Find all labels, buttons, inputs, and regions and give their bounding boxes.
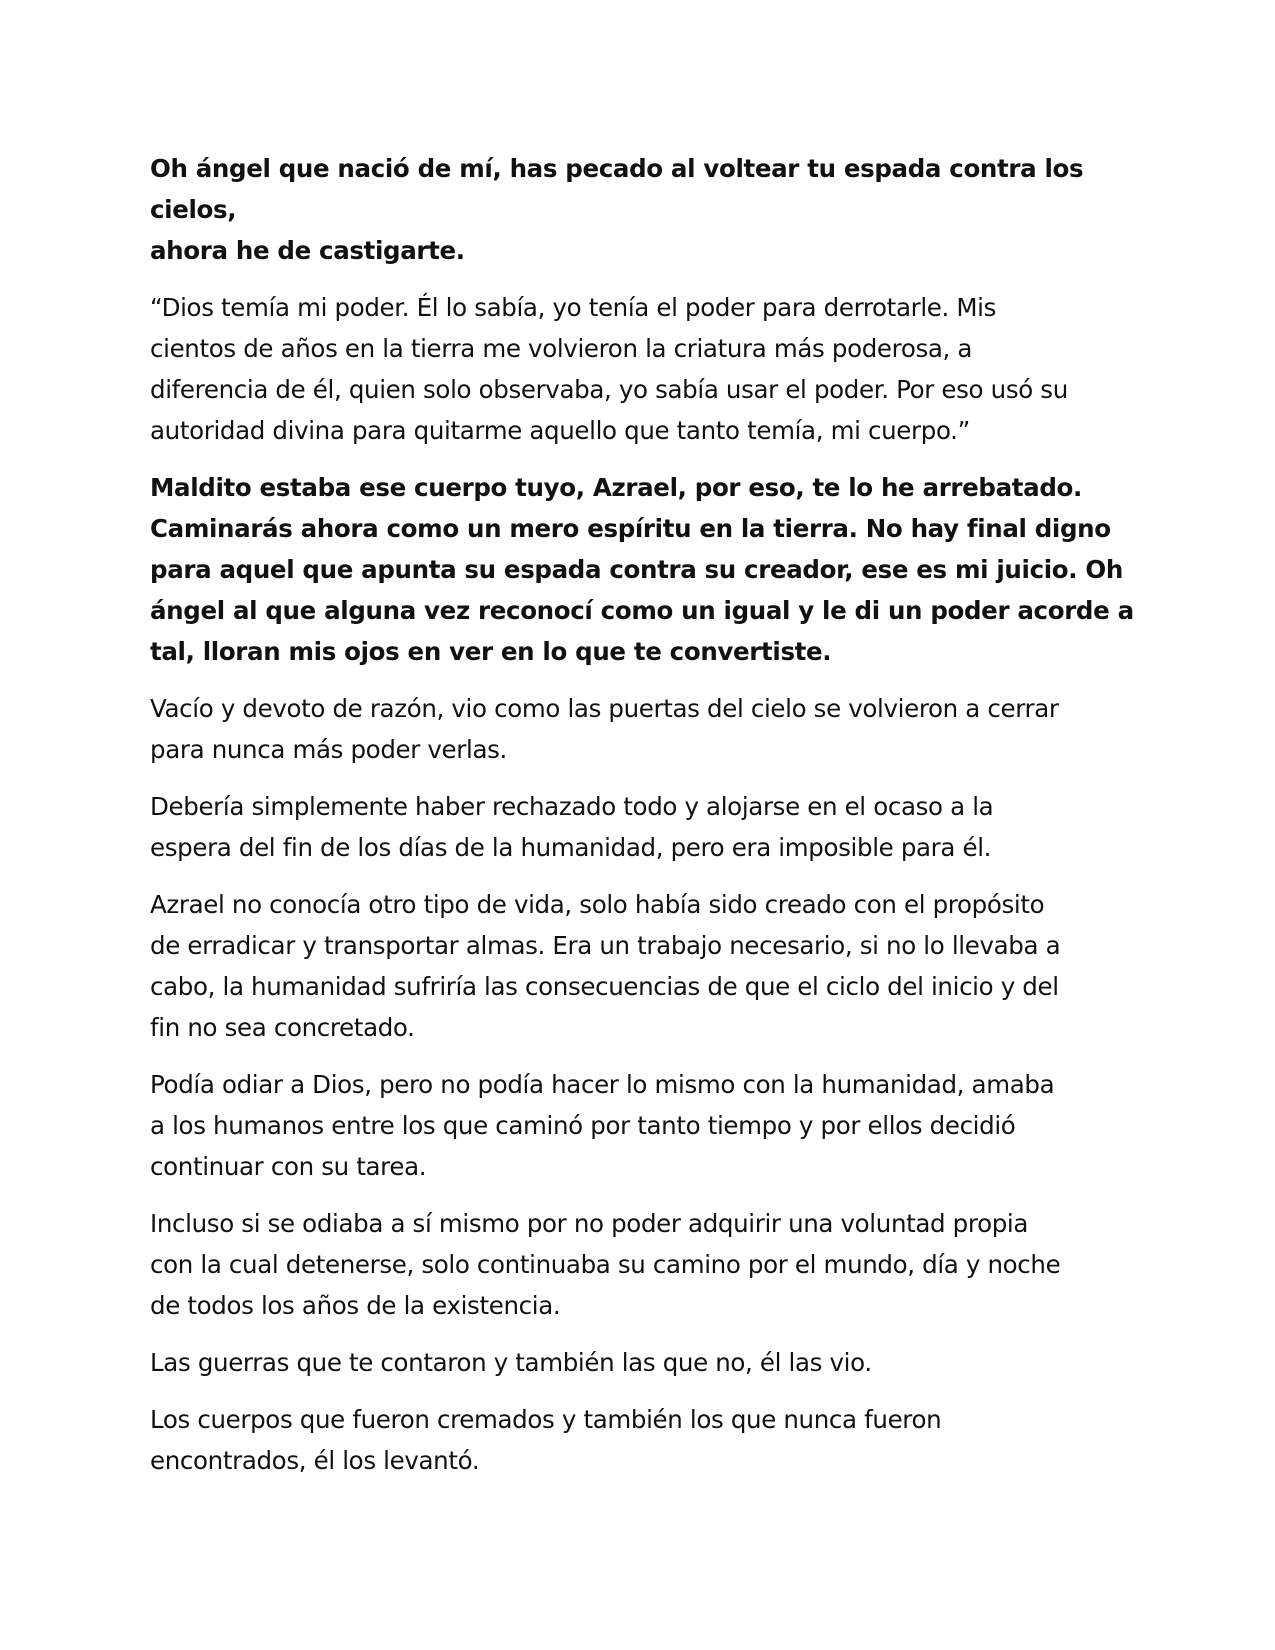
paragraph	[150, 1399, 1140, 1481]
paragraph-line: para aquel que apunta su espada contra su creador, ese es mi juicio. Oh	[150, 555, 1123, 584]
paragraph-line: de erradicar y transportar almas. Era un trabajo necesario, si no lo llevaba a	[150, 931, 1061, 960]
paragraph-line: “Dios temía mi poder. Él lo sabía, yo tenía el poder para derrotarle. Mis	[150, 293, 997, 322]
paragraph-line: Oh ángel que nació de mí, has pecado al voltear tu espada contra los cielos,	[150, 154, 1084, 224]
paragraph-line: a los humanos entre los que caminó por tanto tiempo y por ellos decidió	[150, 1111, 1016, 1140]
paragraph-line: tal, lloran mis ojos en ver en lo que te convertiste.	[150, 637, 832, 666]
paragraph-line: fin no sea concretado.	[150, 1013, 415, 1042]
paragraph	[150, 1203, 1140, 1326]
paragraph-line: Podía odiar a Dios, pero no podía hacer lo mismo con la humanidad, amaba	[150, 1070, 1055, 1099]
paragraph	[150, 786, 1140, 868]
paragraph	[150, 287, 1140, 451]
paragraph-line: Vacío y devoto de razón, vio como las puertas del cielo se volvieron a cerrar	[150, 694, 1059, 723]
paragraph-line: Incluso si se odiaba a sí mismo por no poder adquirir una voluntad propia	[150, 1209, 1029, 1238]
paragraph-line: Las guerras que te contaron y también las que no, él las vio.	[150, 1348, 872, 1377]
paragraph-line: autoridad divina para quitarme aquello que tanto temía, mi cuerpo.”	[150, 416, 970, 445]
paragraph-line: con la cual detenerse, solo continuaba su camino por el mundo, día y noche	[150, 1250, 1061, 1279]
paragraph-line: continuar con su tarea.	[150, 1152, 427, 1181]
paragraph-line: Azrael no conocía otro tipo de vida, solo había sido creado con el propósito	[150, 890, 1045, 919]
bold-paragraph	[150, 148, 1140, 271]
paragraph-line: cabo, la humanidad sufriría las consecuencias de que el ciclo del inicio y del	[150, 972, 1059, 1001]
paragraph-line: Los cuerpos que fueron cremados y también los que nunca fueron	[150, 1405, 942, 1434]
paragraph-line: Caminarás ahora como un mero espíritu en la tierra. No hay final digno	[150, 514, 1111, 543]
paragraph-line: para nunca más poder verlas.	[150, 735, 507, 764]
paragraph-line: de todos los años de la existencia.	[150, 1291, 561, 1320]
paragraph-line: encontrados, él los levantó.	[150, 1446, 480, 1475]
paragraph-line: diferencia de él, quien solo observaba, yo sabía usar el poder. Por eso usó su	[150, 375, 1068, 404]
document-body	[150, 148, 1140, 1497]
paragraph-line: ahora he de castigarte.	[150, 236, 465, 265]
paragraph-line: Maldito estaba ese cuerpo tuyo, Azrael, por eso, te lo he arrebatado.	[150, 473, 1082, 502]
paragraph-line: espera del fin de los días de la humanidad, pero era imposible para él.	[150, 833, 992, 862]
paragraph	[150, 1064, 1140, 1187]
paragraph-line: Debería simplemente haber rechazado todo y alojarse en el ocaso a la	[150, 792, 994, 821]
paragraph	[150, 884, 1140, 1048]
paragraph	[150, 1342, 1140, 1383]
paragraph-line: cientos de años en la tierra me volvieron la criatura más poderosa, a	[150, 334, 973, 363]
paragraph-line: ángel al que alguna vez reconocí como un igual y le di un poder acorde a	[150, 596, 1134, 625]
bold-paragraph	[150, 467, 1140, 672]
paragraph	[150, 688, 1140, 770]
